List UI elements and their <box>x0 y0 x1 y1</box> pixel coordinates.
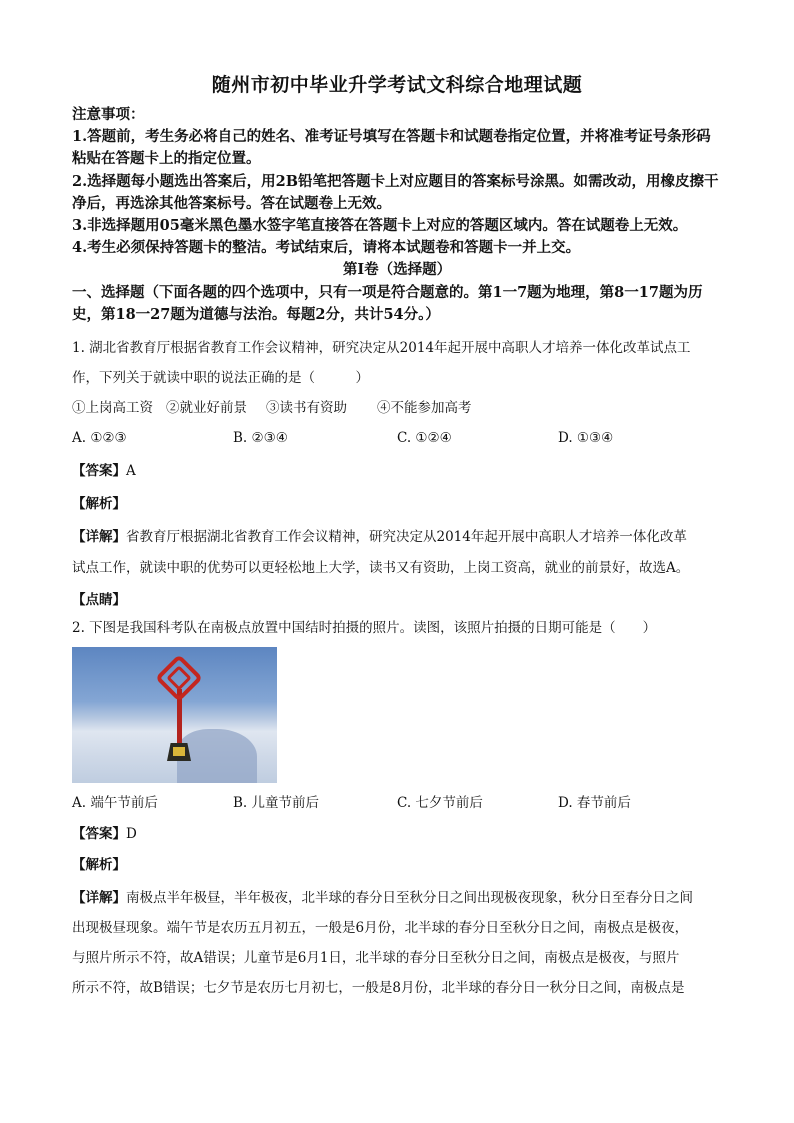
q1-option-a: A. ①②③ <box>72 430 127 446</box>
q1-stem-line1: 1. 湖北省教育厅根据省教育工作会议精神，研究决定从2014年起开展中高职人才培养一体化改革试点工 <box>72 340 691 356</box>
q2-detail-line2: 出现极昼现象。端午节是农历五月初五，一般是6月份，北半球的春分日至秋分日之间，南极点是极夜， <box>72 920 689 936</box>
q1-statement-2: ②就业好前景 <box>166 400 247 416</box>
q1-statement-1: ①上岗高工资 <box>72 400 153 416</box>
q1-detail <box>72 524 722 551</box>
q1-statement-3: ③读书有资助 <box>266 400 347 416</box>
q2-detail-text1: 南极点半年极昼，半年极夜，北半球的春分日至秋分日之间出现极夜现象，秋分日至春分日之间 <box>126 890 693 906</box>
question-2-body <box>72 790 722 1003</box>
q1-detail-line2: 试点工作，就读中职的优势可以更轻松地上大学，读书又有资助，上岗工资高，就业的前景好，故选A。 <box>72 560 690 576</box>
q2-option-b: B. 儿童节前后 <box>233 795 320 811</box>
q2-detail-line3: 与照片所示不符，故A错误；儿童节是6月1日，北半球的春分日至秋分日之间，南极点是极夜，与照片 <box>72 950 680 966</box>
q1-options <box>72 425 722 452</box>
notice-heading: 注意事项： <box>72 106 145 123</box>
q1-option-d: D. ①③④ <box>558 430 614 446</box>
q2-analysis-label: 【解析】 <box>72 857 126 873</box>
q2-option-c: C. 七夕节前后 <box>397 795 483 811</box>
south-pole-photo <box>72 647 277 783</box>
question-1 <box>72 335 722 614</box>
q2-option-a: A. 端午节前后 <box>72 795 158 811</box>
notice-block <box>72 104 722 327</box>
q2-detail <box>72 883 722 1003</box>
q2-options <box>72 790 722 817</box>
page-title: 随州市初中毕业升学考试文科综合地理试题 <box>211 74 583 96</box>
q1-statement-4: ④不能参加高考 <box>377 400 472 416</box>
q2-detail-line1 <box>72 883 722 913</box>
q2-answer-value: D <box>126 826 137 842</box>
notice-item-3: 3.非选择题用05毫米黑色墨水签字笔直接答在答题卡上对应的答题区域内。答在试题卷上无效。 <box>72 217 688 235</box>
notice-item-4: 4.考生必须保持答题卡的整洁。考试结束后，请将本试题卷和答题卡一并上交。 <box>72 239 581 257</box>
q2-detail-label: 【详解】 <box>72 890 126 906</box>
q1-answer-label: 【答案】 <box>72 463 126 479</box>
q1-answer <box>72 458 722 485</box>
q2-answer <box>72 821 722 848</box>
q2-detail-line4: 所示不符，故B错误；七夕节是农历七月初七，一般是8月份，北半球的春分日一秋分日之间，南极点是 <box>72 980 685 996</box>
notice-item-1: 1.答题前，考生务必将自己的姓名、准考证号填写在答题卡和试题卷指定位置，并将准考证号条形码粘贴在答题卡上的指定位置。 <box>72 128 711 168</box>
q1-answer-value: A <box>126 463 136 479</box>
q2-stem: 2. 下图是我国科考队在南极点放置中国结时拍摄的照片。读图，该照片拍摄的日期可能是（ ） <box>72 620 657 636</box>
q1-option-b: B. ②③④ <box>233 430 288 446</box>
q1-statements <box>72 395 722 422</box>
q1-detail-line1: 省教育厅根据湖北省教育工作会议精神，研究决定从2014年起开展中高职人才培养一体化改革 <box>126 529 687 545</box>
q1-comment-label: 【点睛】 <box>72 592 126 608</box>
question-2 <box>72 615 722 642</box>
volume-heading: 第Ⅰ卷（选择题） <box>342 261 452 279</box>
section-heading: 一、选择题（下面各题的四个选项中，只有一项是符合题意的。第1一7题为地理，第8一17题为历史，第18一27题为道德与法治。每题2分，共计54分。） <box>72 283 703 324</box>
notice-item-2: 2.选择题每小题选出答案后，用2B铅笔把答题卡上对应题目的答案标号涂黑。如需改动，用橡皮擦干净后，再选涂其他答案标号。答在试题卷上无效。 <box>72 172 719 212</box>
q1-analysis-label: 【解析】 <box>72 496 126 512</box>
q1-detail-label: 【详解】 <box>72 529 126 545</box>
q1-stem-line2: 作，下列关于就读中职的说法正确的是（ ） <box>72 370 369 386</box>
q1-option-c: C. ①②④ <box>397 430 452 446</box>
q2-answer-label: 【答案】 <box>72 826 126 842</box>
q2-option-d: D. 春节前后 <box>558 795 631 811</box>
photo-plate <box>173 747 185 756</box>
